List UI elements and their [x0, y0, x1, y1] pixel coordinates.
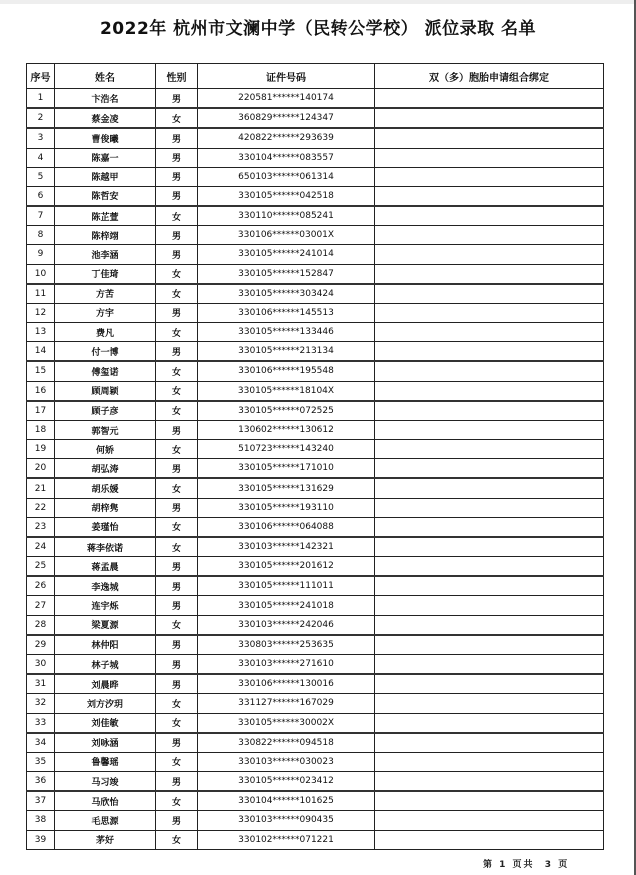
id-number-cell: 330104******101625 [198, 791, 375, 811]
table-row [27, 186, 604, 206]
serial-number-cell: 3 [27, 128, 55, 148]
twin-binding-cell [375, 108, 604, 128]
serial-number-cell: 32 [27, 694, 55, 713]
serial-number-cell: 11 [27, 284, 55, 304]
twin-binding-cell [375, 459, 604, 479]
twin-binding-cell [375, 576, 604, 596]
gender-cell: 男 [156, 557, 198, 577]
name-cell: 林子城 [55, 654, 156, 674]
name-cell: 陈梓翊 [55, 226, 156, 245]
serial-number-cell: 28 [27, 615, 55, 635]
gender-cell: 男 [156, 576, 198, 596]
gender-cell: 男 [156, 596, 198, 615]
serial-number-cell: 5 [27, 167, 55, 186]
table-row [27, 654, 604, 674]
twin-binding-cell [375, 323, 604, 342]
serial-number-cell: 21 [27, 478, 55, 498]
id-number-cell: 330105******023412 [198, 772, 375, 792]
table-row [27, 381, 604, 401]
id-number-cell: 330106******130016 [198, 674, 375, 694]
gender-cell: 女 [156, 381, 198, 401]
gender-cell: 女 [156, 284, 198, 304]
table-row [27, 791, 604, 811]
name-cell: 刘方汐玥 [55, 694, 156, 713]
twin-binding-cell [375, 167, 604, 186]
gender-cell: 男 [156, 245, 198, 264]
table-row [27, 517, 604, 537]
gender-cell: 女 [156, 517, 198, 537]
table-row [27, 576, 604, 596]
id-number-cell: 330103******090435 [198, 811, 375, 830]
twin-binding-cell [375, 478, 604, 498]
table-row [27, 615, 604, 635]
name-cell: 郭智元 [55, 420, 156, 439]
id-number-cell: 330105******213134 [198, 342, 375, 362]
table-row [27, 557, 604, 577]
serial-number-cell: 33 [27, 713, 55, 733]
name-cell: 刘晨晔 [55, 674, 156, 694]
table-row [27, 401, 604, 421]
table-row [27, 498, 604, 517]
twin-binding-cell [375, 245, 604, 264]
twin-binding-cell [375, 186, 604, 206]
id-number-cell: 330105******303424 [198, 284, 375, 304]
table-row [27, 361, 604, 381]
twin-binding-cell [375, 226, 604, 245]
gender-cell: 女 [156, 478, 198, 498]
page-indicator: 第 1 页共 3 页 [483, 860, 570, 870]
id-number-cell: 330105******131629 [198, 478, 375, 498]
table-header-row [27, 64, 604, 89]
id-number-cell: 330822******094518 [198, 733, 375, 753]
gender-cell: 女 [156, 264, 198, 284]
gender-cell: 女 [156, 440, 198, 459]
name-cell: 陈嘉一 [55, 148, 156, 167]
name-cell: 池李涵 [55, 245, 156, 264]
header-name: 姓名 [55, 64, 156, 89]
twin-binding-cell [375, 303, 604, 322]
name-cell: 顾周颖 [55, 381, 156, 401]
table-row [27, 459, 604, 479]
gender-cell: 女 [156, 323, 198, 342]
serial-number-cell: 16 [27, 381, 55, 401]
name-cell: 胡弘涛 [55, 459, 156, 479]
twin-binding-cell [375, 694, 604, 713]
table-row [27, 635, 604, 655]
name-cell: 连宇烁 [55, 596, 156, 615]
id-number-cell: 420822******293639 [198, 128, 375, 148]
gender-cell: 男 [156, 811, 198, 830]
gender-cell: 男 [156, 186, 198, 206]
serial-number-cell: 24 [27, 537, 55, 557]
table-row [27, 167, 604, 186]
name-cell: 蒋李依诺 [55, 537, 156, 557]
twin-binding-cell [375, 830, 604, 849]
gender-cell: 男 [156, 498, 198, 517]
id-number-cell: 330103******142321 [198, 537, 375, 557]
serial-number-cell: 14 [27, 342, 55, 362]
table-row [27, 284, 604, 304]
gender-cell: 女 [156, 206, 198, 226]
name-cell: 方苦 [55, 284, 156, 304]
table-row [27, 674, 604, 694]
twin-binding-cell [375, 89, 604, 109]
id-number-cell: 330105******201612 [198, 557, 375, 577]
gender-cell: 男 [156, 342, 198, 362]
id-number-cell: 330110******085241 [198, 206, 375, 226]
twin-binding-cell [375, 284, 604, 304]
gender-cell: 男 [156, 128, 198, 148]
gender-cell: 女 [156, 752, 198, 771]
gender-cell: 男 [156, 674, 198, 694]
id-number-cell: 330105******072525 [198, 401, 375, 421]
serial-number-cell: 17 [27, 401, 55, 421]
id-number-cell: 331127******167029 [198, 694, 375, 713]
serial-number-cell: 25 [27, 557, 55, 577]
id-number-cell: 330105******30002X [198, 713, 375, 733]
name-cell: 梁夏源 [55, 615, 156, 635]
id-number-cell: 330105******133446 [198, 323, 375, 342]
twin-binding-cell [375, 811, 604, 830]
gender-cell: 男 [156, 148, 198, 167]
table-row [27, 226, 604, 245]
twin-binding-cell [375, 654, 604, 674]
id-number-cell: 330105******193110 [198, 498, 375, 517]
serial-number-cell: 20 [27, 459, 55, 479]
id-number-cell: 330105******241014 [198, 245, 375, 264]
serial-number-cell: 1 [27, 89, 55, 109]
table-row [27, 811, 604, 830]
serial-number-cell: 34 [27, 733, 55, 753]
gender-cell: 男 [156, 89, 198, 109]
top-band [0, 0, 636, 4]
twin-binding-cell [375, 361, 604, 381]
id-number-cell: 220581******140174 [198, 89, 375, 109]
name-cell: 傅玺诺 [55, 361, 156, 381]
table-row [27, 478, 604, 498]
name-cell: 陈越甲 [55, 167, 156, 186]
table-row [27, 108, 604, 128]
id-number-cell: 510723******143240 [198, 440, 375, 459]
table-row [27, 128, 604, 148]
table-row [27, 537, 604, 557]
gender-cell: 男 [156, 420, 198, 439]
gender-cell: 女 [156, 401, 198, 421]
twin-binding-cell [375, 264, 604, 284]
table-row [27, 596, 604, 615]
serial-number-cell: 8 [27, 226, 55, 245]
table-row [27, 713, 604, 733]
page-title: 2022年 杭州市文澜中学（民转公学校） 派位录取 名单 [99, 19, 537, 39]
name-cell: 茅好 [55, 830, 156, 849]
table-row [27, 245, 604, 264]
serial-number-cell: 15 [27, 361, 55, 381]
name-cell: 卞浩名 [55, 89, 156, 109]
table-row [27, 830, 604, 849]
twin-binding-cell [375, 537, 604, 557]
gender-cell: 男 [156, 303, 198, 322]
table-row [27, 772, 604, 792]
header-twin-binding: 双（多）胞胎申请组合绑定 [375, 64, 604, 89]
name-cell: 马习竣 [55, 772, 156, 792]
table-row [27, 694, 604, 713]
name-cell: 林仲阳 [55, 635, 156, 655]
gender-cell: 女 [156, 108, 198, 128]
header-serial-number: 序号 [27, 64, 55, 89]
table-row [27, 420, 604, 439]
id-number-cell: 330104******083557 [198, 148, 375, 167]
name-cell: 毛思源 [55, 811, 156, 830]
twin-binding-cell [375, 615, 604, 635]
name-cell: 李逸城 [55, 576, 156, 596]
serial-number-cell: 2 [27, 108, 55, 128]
id-number-cell: 330105******18104X [198, 381, 375, 401]
gender-cell: 女 [156, 537, 198, 557]
gender-cell: 女 [156, 615, 198, 635]
serial-number-cell: 26 [27, 576, 55, 596]
name-cell: 曹俊曦 [55, 128, 156, 148]
twin-binding-cell [375, 381, 604, 401]
table-row [27, 303, 604, 322]
serial-number-cell: 23 [27, 517, 55, 537]
gender-cell: 男 [156, 635, 198, 655]
gender-cell: 男 [156, 167, 198, 186]
serial-number-cell: 10 [27, 264, 55, 284]
twin-binding-cell [375, 342, 604, 362]
twin-binding-cell [375, 440, 604, 459]
name-cell: 蒋孟晨 [55, 557, 156, 577]
twin-binding-cell [375, 791, 604, 811]
name-cell: 顾子彦 [55, 401, 156, 421]
id-number-cell: 330103******242046 [198, 615, 375, 635]
id-number-cell: 330103******271610 [198, 654, 375, 674]
table-row [27, 89, 604, 109]
id-number-cell: 330102******071221 [198, 830, 375, 849]
name-cell: 姜瑾怡 [55, 517, 156, 537]
serial-number-cell: 18 [27, 420, 55, 439]
name-cell: 刘咏涵 [55, 733, 156, 753]
twin-binding-cell [375, 596, 604, 615]
twin-binding-cell [375, 206, 604, 226]
id-number-cell: 330105******042518 [198, 186, 375, 206]
serial-number-cell: 31 [27, 674, 55, 694]
header-gender: 性别 [156, 64, 198, 89]
table-row [27, 440, 604, 459]
gender-cell: 男 [156, 733, 198, 753]
table-row [27, 264, 604, 284]
twin-binding-cell [375, 498, 604, 517]
id-number-cell: 360829******124347 [198, 108, 375, 128]
id-number-cell: 330106******195548 [198, 361, 375, 381]
serial-number-cell: 13 [27, 323, 55, 342]
serial-number-cell: 38 [27, 811, 55, 830]
twin-binding-cell [375, 674, 604, 694]
gender-cell: 男 [156, 654, 198, 674]
serial-number-cell: 22 [27, 498, 55, 517]
name-cell: 蔡金凌 [55, 108, 156, 128]
gender-cell: 男 [156, 226, 198, 245]
gender-cell: 女 [156, 694, 198, 713]
twin-binding-cell [375, 733, 604, 753]
serial-number-cell: 12 [27, 303, 55, 322]
name-cell: 何娇 [55, 440, 156, 459]
twin-binding-cell [375, 517, 604, 537]
serial-number-cell: 27 [27, 596, 55, 615]
name-cell: 陈哲安 [55, 186, 156, 206]
gender-cell: 女 [156, 361, 198, 381]
gender-cell: 女 [156, 830, 198, 849]
id-number-cell: 330105******111011 [198, 576, 375, 596]
table-row [27, 752, 604, 771]
id-number-cell: 330103******030023 [198, 752, 375, 771]
gender-cell: 男 [156, 459, 198, 479]
name-cell: 刘佳敏 [55, 713, 156, 733]
serial-number-cell: 29 [27, 635, 55, 655]
header-id-number: 证件号码 [198, 64, 375, 89]
name-cell: 陈芷萱 [55, 206, 156, 226]
admission-roster-table [26, 63, 604, 850]
serial-number-cell: 36 [27, 772, 55, 792]
serial-number-cell: 9 [27, 245, 55, 264]
gender-cell: 男 [156, 772, 198, 792]
name-cell: 付一博 [55, 342, 156, 362]
twin-binding-cell [375, 752, 604, 771]
serial-number-cell: 7 [27, 206, 55, 226]
name-cell: 胡梓隽 [55, 498, 156, 517]
table-row [27, 323, 604, 342]
twin-binding-cell [375, 713, 604, 733]
id-number-cell: 650103******061314 [198, 167, 375, 186]
gender-cell: 女 [156, 713, 198, 733]
name-cell: 鲁馨瑶 [55, 752, 156, 771]
serial-number-cell: 19 [27, 440, 55, 459]
serial-number-cell: 6 [27, 186, 55, 206]
serial-number-cell: 37 [27, 791, 55, 811]
id-number-cell: 330106******064088 [198, 517, 375, 537]
id-number-cell: 330106******145513 [198, 303, 375, 322]
name-cell: 马欣怡 [55, 791, 156, 811]
serial-number-cell: 35 [27, 752, 55, 771]
table-row [27, 206, 604, 226]
name-cell: 丁佳琦 [55, 264, 156, 284]
twin-binding-cell [375, 420, 604, 439]
name-cell: 胡乐媛 [55, 478, 156, 498]
id-number-cell: 330803******253635 [198, 635, 375, 655]
table-row [27, 342, 604, 362]
id-number-cell: 330105******171010 [198, 459, 375, 479]
twin-binding-cell [375, 772, 604, 792]
id-number-cell: 330105******241018 [198, 596, 375, 615]
twin-binding-cell [375, 635, 604, 655]
id-number-cell: 330106******03001X [198, 226, 375, 245]
table-body [27, 89, 604, 850]
serial-number-cell: 30 [27, 654, 55, 674]
serial-number-cell: 39 [27, 830, 55, 849]
id-number-cell: 330105******152847 [198, 264, 375, 284]
twin-binding-cell [375, 401, 604, 421]
gender-cell: 女 [156, 791, 198, 811]
name-cell: 费凡 [55, 323, 156, 342]
table-row [27, 733, 604, 753]
name-cell: 方宇 [55, 303, 156, 322]
twin-binding-cell [375, 148, 604, 167]
serial-number-cell: 4 [27, 148, 55, 167]
twin-binding-cell [375, 128, 604, 148]
twin-binding-cell [375, 557, 604, 577]
table-row [27, 148, 604, 167]
id-number-cell: 130602******130612 [198, 420, 375, 439]
